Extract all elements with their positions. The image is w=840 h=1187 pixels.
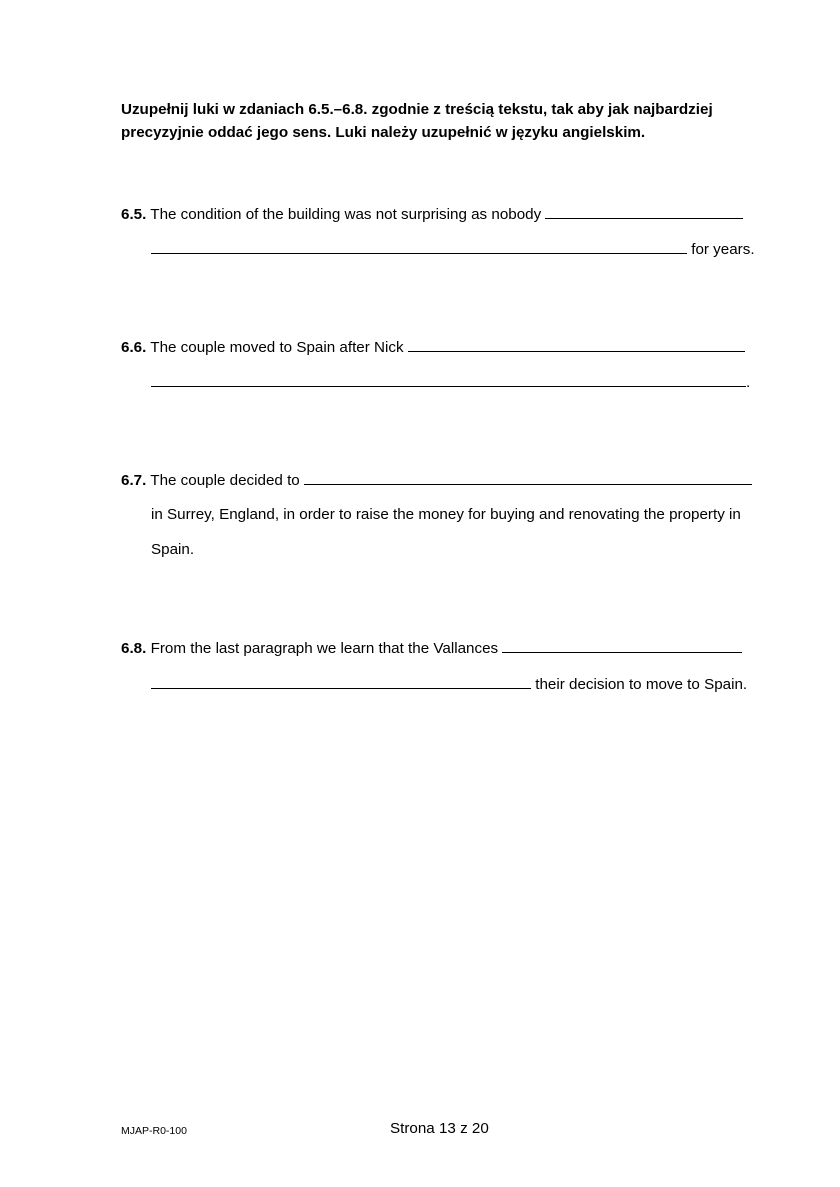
question-number: 6.6. [121, 339, 147, 356]
question-6-8-line-1 [121, 637, 742, 659]
question-text: The condition of the building was not surprising as nobody [150, 206, 542, 223]
question-text: The couple moved to Spain after Nick [150, 339, 404, 356]
answer-blank[interactable] [151, 673, 531, 689]
question-number: 6.8. [121, 640, 147, 657]
question-6-8-line-2 [151, 673, 747, 695]
question-6-7-line-1 [121, 469, 752, 491]
question-text-end: their decision to move to Spain. [535, 676, 748, 693]
answer-blank[interactable] [151, 371, 746, 387]
question-6-5-line-1 [121, 203, 743, 225]
question-6-7-line-2: in Surrey, England, in order to raise the money for buying and renovating the property in [151, 506, 741, 523]
question-text: The couple decided to [150, 472, 300, 489]
question-text-end: for years. [691, 241, 755, 258]
instruction: Uzupełnij luki w zdaniach 6.5.–6.8. zgodnie z treścią tekstu, tak aby jak najbardziej precyzyjnie oddać jego sens. Luki należy uzupełnić w języku angielskim. [121, 101, 713, 141]
answer-blank[interactable] [151, 238, 687, 254]
question-number: 6.5. [121, 206, 147, 223]
question-6-5-line-2 [151, 238, 755, 260]
question-6-6-line-2 [151, 371, 750, 393]
question-6-7-line-3: Spain. [151, 541, 195, 558]
question-text: From the last paragraph we learn that the Vallances [150, 640, 499, 657]
question-text-end: . [746, 374, 751, 391]
document-code: MJAP-R0-100 [121, 1125, 187, 1137]
page-number: Strona 13 z 20 [390, 1120, 489, 1137]
answer-blank[interactable] [545, 203, 743, 219]
answer-blank[interactable] [304, 469, 752, 485]
question-6-6-line-1 [121, 336, 745, 358]
answer-blank[interactable] [408, 336, 745, 352]
question-number: 6.7. [121, 472, 147, 489]
answer-blank[interactable] [502, 637, 742, 653]
